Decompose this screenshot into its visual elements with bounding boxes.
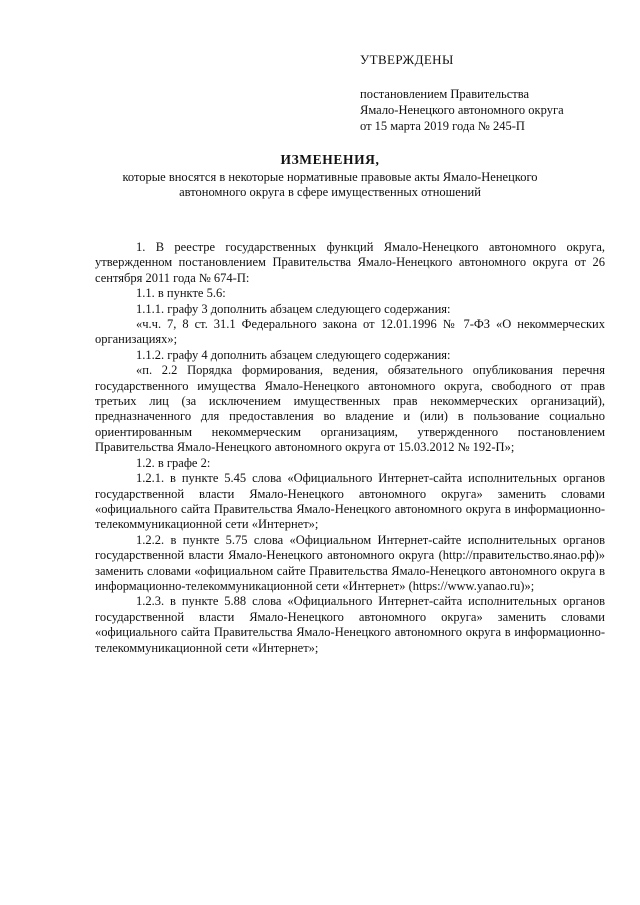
paragraph-1-2-3: 1.2.3. в пункте 5.88 слова «Официального Интернет-сайта исполнительных органов государственной власти Ямало-Ненецкого автономного округа» заменить словами «официального сайта Правительства Ямало-Ненецкого автономного округа в информационно-телекоммуникационной сети «Интернет»; xyxy=(95,594,605,655)
approval-line-3: от 15 марта 2019 года № 245-П xyxy=(360,119,525,133)
paragraph-1-2-1: 1.2.1. в пункте 5.45 слова «Официального Интернет-сайта исполнительных органов государственной власти Ямало-Ненецкого автономного округа» заменить словами «официального сайта Правительства Ямало-Ненецкого автономного округа в информационно-телекоммуникационной сети «Интернет»; xyxy=(95,471,605,532)
paragraph-1-1-2: 1.1.2. графу 4 дополнить абзацем следующего содержания: xyxy=(136,347,451,362)
paragraph-1-2: 1.2. в графе 2: xyxy=(136,455,211,470)
paragraph-1-2-2: 1.2.2. в пункте 5.75 слова «Официальном Интернет-сайте исполнительных органов государственной власти Ямало-Ненецкого автономного округа (http://правительство.янао.рф)» заменить словами «официальном сайте Правительства Ямало-Ненецкого автономного округа в информационно-телекоммуникационной сети «Интернет» (https://www.yanao.ru)»; xyxy=(95,532,605,593)
title-block xyxy=(110,152,550,201)
document-body xyxy=(95,240,605,656)
approval-line-1: постановлением Правительства xyxy=(360,87,530,101)
document-subtitle: которые вносятся в некоторые нормативные правовые акты Ямало-Ненецкого автономного округа в сфере имущественных отношений xyxy=(122,169,538,199)
approval-stamp: УТВЕРЖДЕНЫ xyxy=(360,52,454,67)
paragraph-1-1-1: 1.1.1. графу 3 дополнить абзацем следующего содержания: xyxy=(136,301,451,316)
approval-line-2: Ямало-Ненецкого автономного округа xyxy=(360,103,564,117)
paragraph-quote-law: «ч.ч. 7, 8 ст. 31.1 Федерального закона от 12.01.1996 № 7-ФЗ «О некоммерческих организациях»; xyxy=(95,317,605,347)
paragraph-1: 1. В реестре государственных функций Ямало-Ненецкого автономного округа, утвержденном постановлением Правительства Ямало-Ненецкого автономного округа от 26 сентября 2011 года № 674-П: xyxy=(95,240,605,285)
document-heading: ИЗМЕНЕНИЯ, xyxy=(280,152,380,167)
paragraph-1-1: 1.1. в пункте 5.6: xyxy=(136,286,226,301)
approval-block xyxy=(360,52,610,134)
paragraph-quote-order: «п. 2.2 Порядка формирования, ведения, обязательного опубликования перечня государственного имущества Ямало-Ненецкого автономного округа, свободного от прав третьих лиц (за исключением имущественных прав некоммерческих организаций), предназначенного для предоставления во владение и (или) в пользование социально ориентированным некоммерческим организациям, утвержденного постановлением Правительства Ямало-Ненецкого автономного округа от 15.03.2012 № 192-П»; xyxy=(95,363,605,455)
